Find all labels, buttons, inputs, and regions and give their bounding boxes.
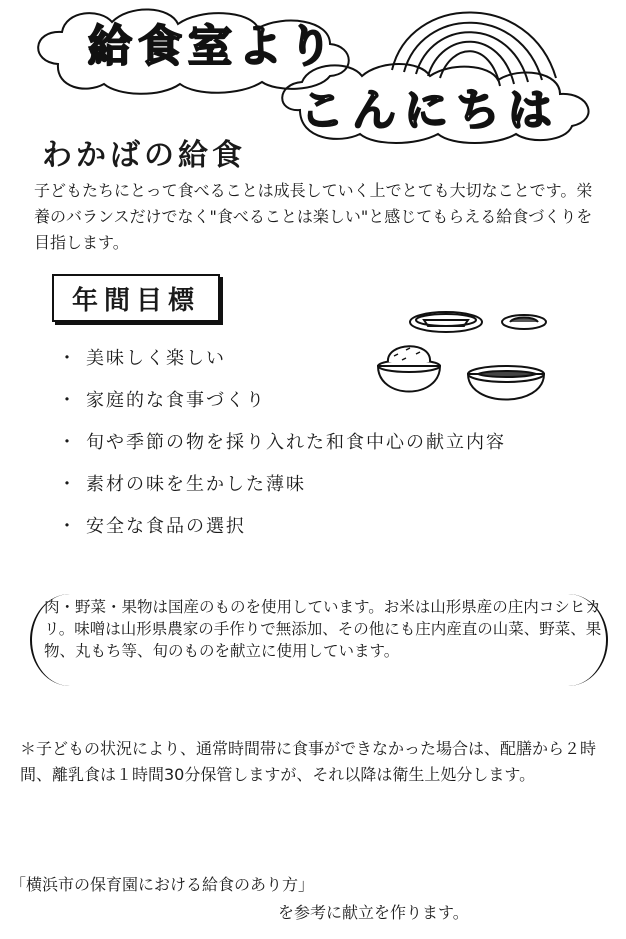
annual-goals-box — [52, 274, 220, 322]
reference-text: を参考に献立を作ります。 — [278, 903, 469, 922]
goal-item: ・ 家庭的な食事づくり — [58, 380, 578, 422]
goal-item: ・ 旬や季節の物を採り入れた和食中心の献立内容 — [58, 422, 578, 464]
meal-illustration — [364, 300, 564, 412]
goal-item: ・ 美味しく楽しい — [58, 338, 578, 380]
intro-paragraph: 子どもたちにとって食べることは成長していく上でとても大切なことです。栄養のバランスだけでなく"食べることは楽しい"と感じてもらえる給食づくりを目指します。 — [34, 181, 593, 252]
title-line1: 給食室より — [88, 21, 338, 72]
reference-title: 「横浜市の保育園における給食のあり方」 — [10, 875, 315, 894]
goal-item: ・ 素材の味を生かした薄味 — [58, 464, 578, 506]
ingredients-note: 肉・野菜・果物は国産のものを使用しています。お米は山形県産の庄内コシヒカリ。味噌は山形県農家の手作りで無添加、その他にも庄内産直の山菜、野菜、果物、丸もち等、旬のものを献立に使用しています。 — [44, 598, 602, 660]
section-heading: わかばの給食 — [42, 138, 246, 173]
annual-goals-title: 年間目標 — [71, 285, 200, 316]
title-line2: こんにちは — [300, 85, 560, 136]
storage-note: ＊子どもの状況により、通常時間帯に食事ができなかった場合は、配膳から２時間、離乳食は１時間30分保管しますが、それ以降は衛生上処分します。 — [20, 739, 597, 784]
goal-item: ・ 安全な食品の選択 — [58, 506, 578, 548]
